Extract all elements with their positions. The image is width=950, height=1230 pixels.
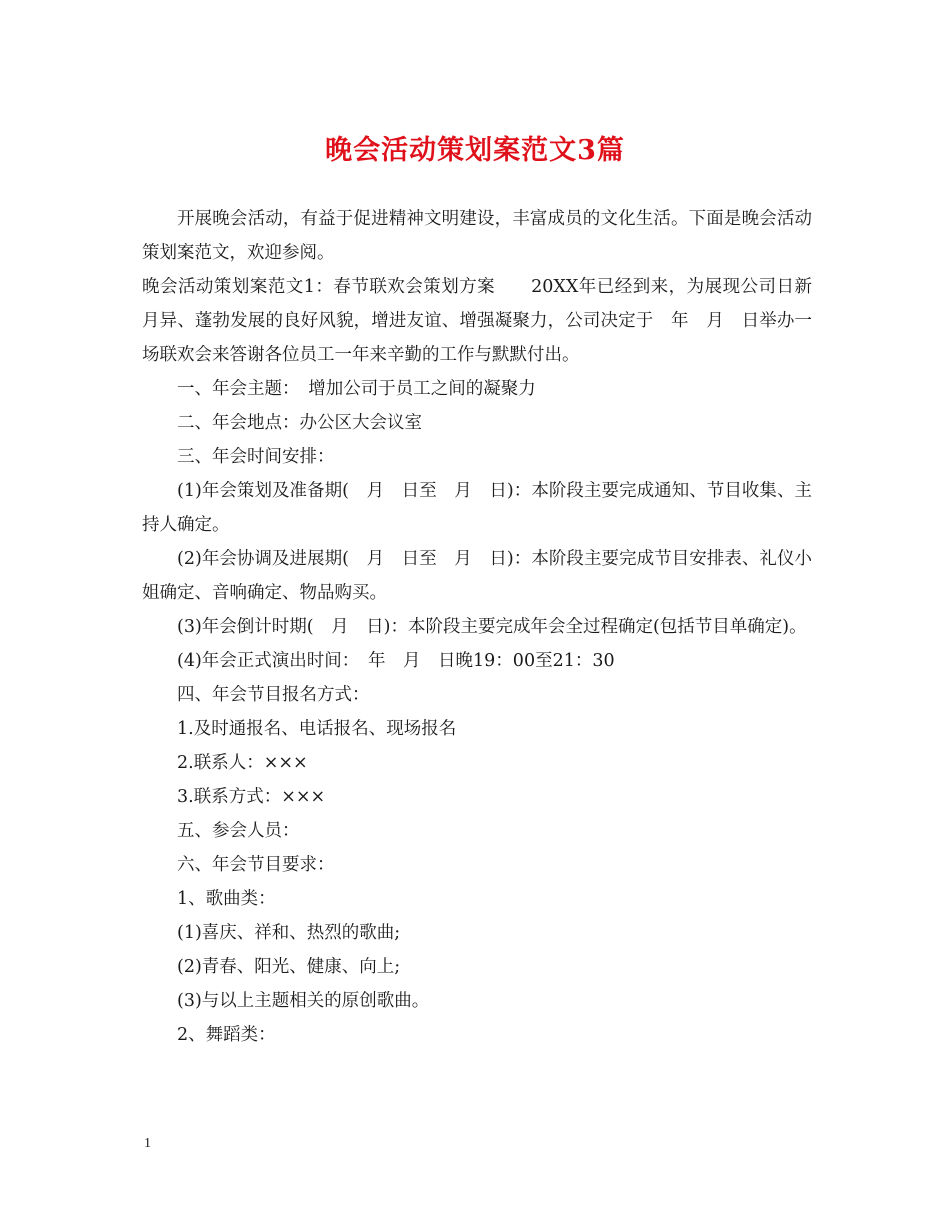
body-paragraph: 2.联系人：××× — [177, 753, 308, 773]
body-paragraph: 3.联系方式：××× — [177, 787, 326, 807]
page-number: 1 — [144, 1136, 151, 1151]
body-paragraph: (3)与以上主题相关的原创歌曲。 — [177, 991, 430, 1011]
body-paragraph: (4)年会正式演出时间： 年 月 日晚19：00至21：30 — [177, 651, 615, 671]
body-paragraph: 二、年会地点：办公区大会议室 — [177, 413, 422, 433]
document-title: 晚会活动策划案范文3篇 — [325, 135, 625, 166]
document-body — [142, 202, 812, 1052]
body-paragraph: 五、参会人员： — [177, 821, 300, 841]
body-paragraph: (1)喜庆、祥和、热烈的歌曲; — [177, 923, 401, 943]
body-paragraph: (2)年会协调及进展期( 月 日至 月 日)：本阶段主要完成节目安排表、礼仪小姐确定、音响确定、物品购买。 — [142, 549, 812, 603]
body-paragraph: 一、年会主题： 增加公司于员工之间的凝聚力 — [177, 379, 536, 399]
body-paragraph: 三、年会时间安排： — [177, 447, 335, 467]
body-paragraph: (2)青春、阳光、健康、向上; — [177, 957, 401, 977]
body-paragraph: 1、歌曲类： — [177, 889, 276, 909]
body-paragraph: (1)年会策划及准备期( 月 日至 月 日)：本阶段主要完成通知、节目收集、主持人确定。 — [142, 481, 812, 535]
body-paragraph: 六、年会节目要求： — [177, 855, 335, 875]
body-paragraph: 四、年会节目报名方式： — [177, 685, 370, 705]
body-paragraph: 2、舞蹈类： — [177, 1025, 276, 1045]
body-paragraph: 开展晚会活动，有益于促进精神文明建设，丰富成员的文化生活。下面是晚会活动策划案范文，欢迎参阅。 — [142, 209, 812, 263]
body-paragraph: 晚会活动策划案范文1：春节联欢会策划方案 20XX年已经到来，为展现公司日新月异、蓬勃发展的良好风貌，增进友谊、增强凝聚力，公司决定于 年 月 日举办一场联欢会来答谢各位员工一年来辛勤的工作与默默付出。 — [142, 277, 812, 365]
body-paragraph: 1.及时通报名、电话报名、现场报名 — [177, 719, 457, 739]
body-paragraph: (3)年会倒计时期( 月 日)：本阶段主要完成年会全过程确定(包括节目单确定)。 — [177, 617, 807, 637]
